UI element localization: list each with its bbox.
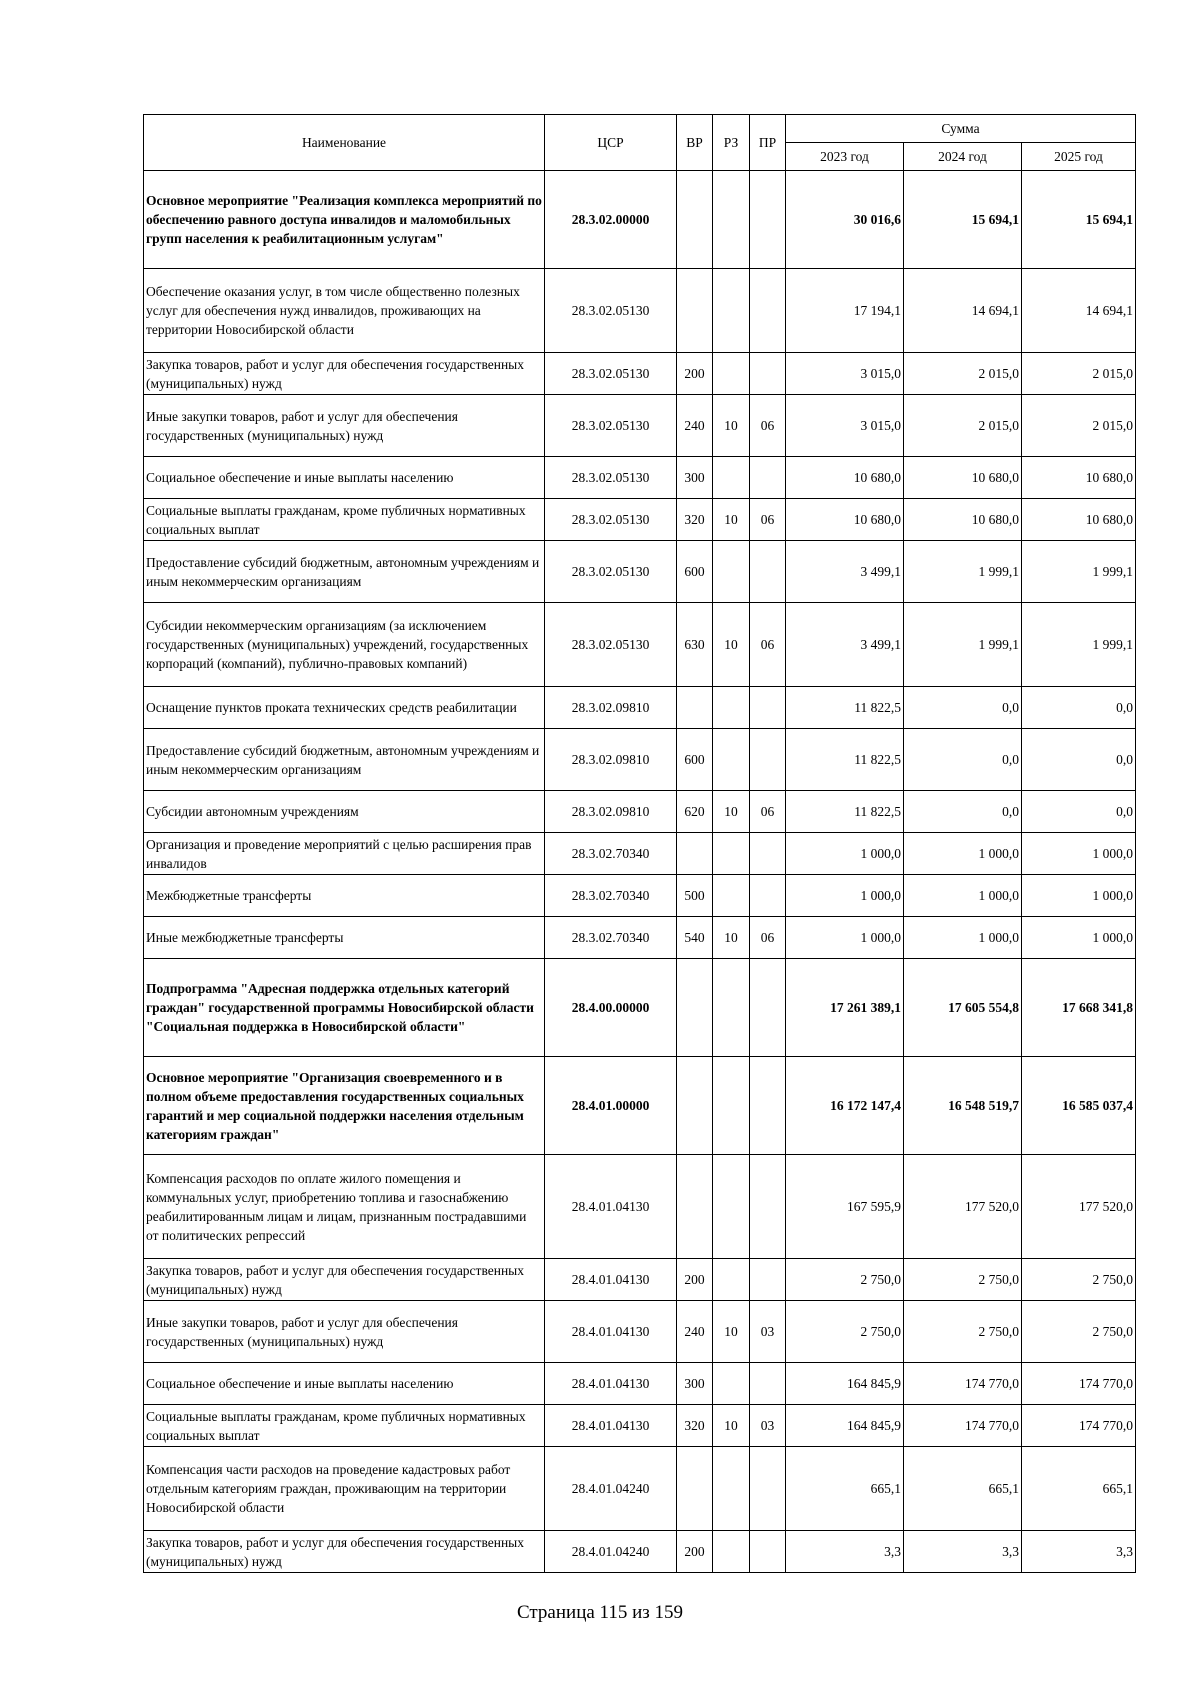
- row-csr: 28.3.02.05130: [545, 353, 677, 395]
- row-vr: [677, 959, 713, 1057]
- row-rz: 10: [713, 499, 750, 541]
- row-sum-2023: 1 000,0: [786, 917, 904, 959]
- row-sum-2023: 10 680,0: [786, 499, 904, 541]
- row-csr: 28.4.01.04240: [545, 1447, 677, 1531]
- row-sum-2023: 167 595,9: [786, 1155, 904, 1259]
- row-csr: 28.3.02.09810: [545, 791, 677, 833]
- row-sum-2024: 10 680,0: [904, 499, 1022, 541]
- row-pr: 06: [750, 395, 786, 457]
- budget-table: [143, 114, 1136, 1573]
- table-row: [144, 1405, 1136, 1447]
- row-sum-2025: 17 668 341,8: [1022, 959, 1136, 1057]
- row-sum-2024: 3,3: [904, 1531, 1022, 1573]
- row-rz: 10: [713, 603, 750, 687]
- row-rz: [713, 1259, 750, 1301]
- row-sum-2025: 177 520,0: [1022, 1155, 1136, 1259]
- row-sum-2024: 2 015,0: [904, 395, 1022, 457]
- row-vr: [677, 687, 713, 729]
- table-row: [144, 1259, 1136, 1301]
- row-sum-2025: 1 000,0: [1022, 875, 1136, 917]
- row-sum-2023: 30 016,6: [786, 171, 904, 269]
- row-sum-2025: 2 750,0: [1022, 1259, 1136, 1301]
- table-row: [144, 687, 1136, 729]
- row-vr: 200: [677, 353, 713, 395]
- row-pr: 06: [750, 791, 786, 833]
- header-pr: ПР: [750, 115, 786, 171]
- row-sum-2024: 2 750,0: [904, 1259, 1022, 1301]
- row-pr: [750, 875, 786, 917]
- table-row: [144, 269, 1136, 353]
- row-csr: 28.4.00.00000: [545, 959, 677, 1057]
- row-sum-2024: 2 015,0: [904, 353, 1022, 395]
- row-pr: [750, 833, 786, 875]
- row-csr: 28.3.02.05130: [545, 269, 677, 353]
- row-pr: 06: [750, 603, 786, 687]
- header-rz: РЗ: [713, 115, 750, 171]
- row-sum-2025: 0,0: [1022, 729, 1136, 791]
- row-name: Закупка товаров, работ и услуг для обеспечения государственных (муниципальных) нужд: [144, 1531, 545, 1573]
- table-row: [144, 1447, 1136, 1531]
- row-csr: 28.4.01.04130: [545, 1363, 677, 1405]
- table-row: [144, 1155, 1136, 1259]
- row-name: Предоставление субсидий бюджетным, автономным учреждениям и иным некоммерческим организациям: [144, 729, 545, 791]
- row-rz: [713, 875, 750, 917]
- row-sum-2025: 16 585 037,4: [1022, 1057, 1136, 1155]
- row-sum-2024: 1 999,1: [904, 603, 1022, 687]
- row-sum-2023: 1 000,0: [786, 875, 904, 917]
- row-name: Основное мероприятие "Организация своевременного и в полном объеме предоставления государственных социальных гарантий и мер социальной поддержки населения отдельным категориям граждан": [144, 1057, 545, 1155]
- row-vr: 240: [677, 395, 713, 457]
- row-name: Подпрограмма "Адресная поддержка отдельных категорий граждан" государственной программы Новосибирской области "Социальная поддержка в Новосибирской области": [144, 959, 545, 1057]
- row-sum-2023: 11 822,5: [786, 729, 904, 791]
- row-rz: [713, 1447, 750, 1531]
- row-sum-2024: 15 694,1: [904, 171, 1022, 269]
- row-pr: [750, 541, 786, 603]
- row-pr: [750, 729, 786, 791]
- row-pr: [750, 353, 786, 395]
- table-body: [144, 171, 1136, 1573]
- row-name: Иные закупки товаров, работ и услуг для обеспечения государственных (муниципальных) нужд: [144, 395, 545, 457]
- table-row: [144, 395, 1136, 457]
- row-name: Социальное обеспечение и иные выплаты населению: [144, 1363, 545, 1405]
- row-vr: 320: [677, 499, 713, 541]
- row-vr: [677, 833, 713, 875]
- table-row: [144, 499, 1136, 541]
- row-pr: [750, 171, 786, 269]
- row-sum-2024: 665,1: [904, 1447, 1022, 1531]
- row-csr: 28.4.01.04130: [545, 1405, 677, 1447]
- row-sum-2024: 174 770,0: [904, 1405, 1022, 1447]
- row-vr: 540: [677, 917, 713, 959]
- header-vr: ВР: [677, 115, 713, 171]
- row-vr: 300: [677, 1363, 713, 1405]
- row-name: Обеспечение оказания услуг, в том числе общественно полезных услуг для обеспечения нужд инвалидов, проживающих на территории Новосибирской области: [144, 269, 545, 353]
- row-rz: [713, 269, 750, 353]
- row-pr: [750, 1057, 786, 1155]
- row-csr: 28.3.02.05130: [545, 541, 677, 603]
- table-row: [144, 457, 1136, 499]
- row-vr: 600: [677, 729, 713, 791]
- row-sum-2023: 3 499,1: [786, 603, 904, 687]
- row-pr: 06: [750, 917, 786, 959]
- row-sum-2023: 11 822,5: [786, 791, 904, 833]
- row-csr: 28.3.02.05130: [545, 499, 677, 541]
- header-2024: 2024 год: [904, 143, 1022, 171]
- row-pr: [750, 1363, 786, 1405]
- row-name: Иные межбюджетные трансферты: [144, 917, 545, 959]
- table-row: [144, 1057, 1136, 1155]
- row-name: Закупка товаров, работ и услуг для обеспечения государственных (муниципальных) нужд: [144, 353, 545, 395]
- row-sum-2024: 1 000,0: [904, 917, 1022, 959]
- row-name: Социальные выплаты гражданам, кроме публичных нормативных социальных выплат: [144, 499, 545, 541]
- table-row: [144, 1531, 1136, 1573]
- table-row: [144, 875, 1136, 917]
- table-row: [144, 541, 1136, 603]
- row-sum-2023: 2 750,0: [786, 1301, 904, 1363]
- row-rz: 10: [713, 1405, 750, 1447]
- row-sum-2024: 2 750,0: [904, 1301, 1022, 1363]
- row-sum-2023: 164 845,9: [786, 1363, 904, 1405]
- row-csr: 28.4.01.04240: [545, 1531, 677, 1573]
- header-name: Наименование: [144, 115, 545, 171]
- row-sum-2025: 2 015,0: [1022, 353, 1136, 395]
- row-sum-2025: 1 999,1: [1022, 603, 1136, 687]
- row-pr: 03: [750, 1301, 786, 1363]
- row-sum-2025: 2 015,0: [1022, 395, 1136, 457]
- row-name: Основное мероприятие "Реализация комплекса мероприятий по обеспечению равного доступа инвалидов и маломобильных групп населения к реабилитационным услугам": [144, 171, 545, 269]
- row-sum-2024: 10 680,0: [904, 457, 1022, 499]
- row-rz: [713, 1057, 750, 1155]
- row-sum-2024: 174 770,0: [904, 1363, 1022, 1405]
- row-sum-2023: 17 261 389,1: [786, 959, 904, 1057]
- row-rz: [713, 729, 750, 791]
- header-sum: Сумма: [786, 115, 1136, 143]
- row-vr: 200: [677, 1259, 713, 1301]
- table-row: [144, 353, 1136, 395]
- header-csr: ЦСР: [545, 115, 677, 171]
- row-vr: 630: [677, 603, 713, 687]
- row-sum-2023: 3 499,1: [786, 541, 904, 603]
- row-sum-2023: 164 845,9: [786, 1405, 904, 1447]
- row-sum-2024: 1 999,1: [904, 541, 1022, 603]
- row-sum-2024: 0,0: [904, 791, 1022, 833]
- row-rz: 10: [713, 1301, 750, 1363]
- header-2023: 2023 год: [786, 143, 904, 171]
- table-row: [144, 1363, 1136, 1405]
- row-name: Закупка товаров, работ и услуг для обеспечения государственных (муниципальных) нужд: [144, 1259, 545, 1301]
- row-vr: 200: [677, 1531, 713, 1573]
- row-csr: 28.4.01.04130: [545, 1155, 677, 1259]
- row-sum-2023: 3,3: [786, 1531, 904, 1573]
- row-sum-2025: 2 750,0: [1022, 1301, 1136, 1363]
- row-pr: 06: [750, 499, 786, 541]
- row-sum-2023: 17 194,1: [786, 269, 904, 353]
- row-sum-2024: 1 000,0: [904, 833, 1022, 875]
- row-name: Межбюджетные трансферты: [144, 875, 545, 917]
- header-2025: 2025 год: [1022, 143, 1136, 171]
- row-rz: [713, 1363, 750, 1405]
- row-sum-2023: 3 015,0: [786, 353, 904, 395]
- row-rz: [713, 959, 750, 1057]
- row-csr: 28.3.02.09810: [545, 729, 677, 791]
- row-name: Предоставление субсидий бюджетным, автономным учреждениям и иным некоммерческим организациям: [144, 541, 545, 603]
- row-sum-2025: 1 999,1: [1022, 541, 1136, 603]
- row-sum-2024: 16 548 519,7: [904, 1057, 1022, 1155]
- row-rz: [713, 353, 750, 395]
- table-row: [144, 729, 1136, 791]
- row-pr: [750, 1155, 786, 1259]
- row-sum-2025: 0,0: [1022, 791, 1136, 833]
- row-name: Социальное обеспечение и иные выплаты населению: [144, 457, 545, 499]
- row-rz: 10: [713, 791, 750, 833]
- row-sum-2025: 1 000,0: [1022, 833, 1136, 875]
- row-rz: 10: [713, 917, 750, 959]
- row-sum-2024: 0,0: [904, 687, 1022, 729]
- row-csr: 28.3.02.70340: [545, 875, 677, 917]
- row-csr: 28.3.02.05130: [545, 457, 677, 499]
- row-vr: 300: [677, 457, 713, 499]
- table-row: [144, 959, 1136, 1057]
- row-sum-2024: 14 694,1: [904, 269, 1022, 353]
- row-csr: 28.3.02.05130: [545, 395, 677, 457]
- row-sum-2023: 16 172 147,4: [786, 1057, 904, 1155]
- row-sum-2025: 15 694,1: [1022, 171, 1136, 269]
- row-sum-2023: 11 822,5: [786, 687, 904, 729]
- row-csr: 28.3.02.05130: [545, 603, 677, 687]
- row-sum-2025: 174 770,0: [1022, 1363, 1136, 1405]
- row-vr: 620: [677, 791, 713, 833]
- row-pr: [750, 1259, 786, 1301]
- row-sum-2023: 10 680,0: [786, 457, 904, 499]
- row-sum-2024: 0,0: [904, 729, 1022, 791]
- row-name: Организация и проведение мероприятий с целью расширения прав инвалидов: [144, 833, 545, 875]
- row-rz: [713, 171, 750, 269]
- row-csr: 28.3.02.09810: [545, 687, 677, 729]
- table-row: [144, 171, 1136, 269]
- row-name: Социальные выплаты гражданам, кроме публичных нормативных социальных выплат: [144, 1405, 545, 1447]
- row-sum-2023: 3 015,0: [786, 395, 904, 457]
- row-rz: [713, 1155, 750, 1259]
- row-vr: [677, 1155, 713, 1259]
- row-csr: 28.3.02.00000: [545, 171, 677, 269]
- row-rz: [713, 1531, 750, 1573]
- row-sum-2025: 3,3: [1022, 1531, 1136, 1573]
- table-row: [144, 603, 1136, 687]
- row-sum-2025: 665,1: [1022, 1447, 1136, 1531]
- row-sum-2023: 2 750,0: [786, 1259, 904, 1301]
- row-name: Субсидии некоммерческим организациям (за исключением государственных (муниципальных) учреждений, государственных корпораций (компаний), публично-правовых компаний): [144, 603, 545, 687]
- row-sum-2025: 174 770,0: [1022, 1405, 1136, 1447]
- row-sum-2024: 17 605 554,8: [904, 959, 1022, 1057]
- row-sum-2024: 177 520,0: [904, 1155, 1022, 1259]
- row-sum-2025: 10 680,0: [1022, 499, 1136, 541]
- row-csr: 28.4.01.04130: [545, 1259, 677, 1301]
- table-row: [144, 917, 1136, 959]
- row-vr: [677, 269, 713, 353]
- table-row: [144, 1301, 1136, 1363]
- row-sum-2024: 1 000,0: [904, 875, 1022, 917]
- row-name: Иные закупки товаров, работ и услуг для обеспечения государственных (муниципальных) нужд: [144, 1301, 545, 1363]
- row-rz: 10: [713, 395, 750, 457]
- row-csr: 28.3.02.70340: [545, 917, 677, 959]
- row-sum-2025: 14 694,1: [1022, 269, 1136, 353]
- row-name: Субсидии автономным учреждениям: [144, 791, 545, 833]
- row-pr: [750, 457, 786, 499]
- row-csr: 28.4.01.04130: [545, 1301, 677, 1363]
- row-pr: [750, 1447, 786, 1531]
- row-vr: 320: [677, 1405, 713, 1447]
- row-pr: [750, 959, 786, 1057]
- row-vr: [677, 171, 713, 269]
- row-pr: [750, 269, 786, 353]
- row-vr: 240: [677, 1301, 713, 1363]
- row-rz: [713, 457, 750, 499]
- row-csr: 28.4.01.00000: [545, 1057, 677, 1155]
- table-row: [144, 791, 1136, 833]
- page-number: Страница 115 из 159: [516, 1602, 684, 1623]
- row-vr: 600: [677, 541, 713, 603]
- row-sum-2023: 1 000,0: [786, 833, 904, 875]
- row-pr: [750, 687, 786, 729]
- row-sum-2025: 1 000,0: [1022, 917, 1136, 959]
- row-sum-2025: 0,0: [1022, 687, 1136, 729]
- table-row: [144, 833, 1136, 875]
- row-pr: [750, 1531, 786, 1573]
- row-csr: 28.3.02.70340: [545, 833, 677, 875]
- row-vr: [677, 1447, 713, 1531]
- row-rz: [713, 833, 750, 875]
- row-vr: [677, 1057, 713, 1155]
- row-name: Компенсация части расходов на проведение кадастровых работ отдельным категориям граждан, проживающим на территории Новосибирской области: [144, 1447, 545, 1531]
- row-pr: 03: [750, 1405, 786, 1447]
- row-name: Компенсация расходов по оплате жилого помещения и коммунальных услуг, приобретению топлива и газоснабжению реабилитированным лицам и лицам, признанным пострадавшими от политических репрессий: [144, 1155, 545, 1259]
- row-vr: 500: [677, 875, 713, 917]
- row-sum-2025: 10 680,0: [1022, 457, 1136, 499]
- row-name: Оснащение пунктов проката технических средств реабилитации: [144, 687, 545, 729]
- row-rz: [713, 687, 750, 729]
- row-sum-2023: 665,1: [786, 1447, 904, 1531]
- row-rz: [713, 541, 750, 603]
